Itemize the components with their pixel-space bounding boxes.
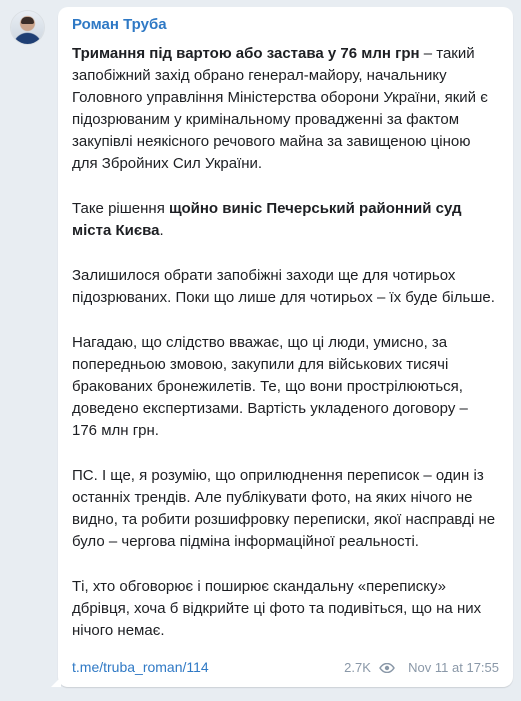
text-segment: Ті, хто обговорює і поширює скандальну «переписку» дбрівця, хоча б відкрийте ці фото та подивіться, що на них нічого немає. bbox=[72, 578, 482, 639]
message-paragraph bbox=[72, 43, 496, 175]
avatar[interactable] bbox=[11, 11, 44, 44]
text-segment: Залишилося обрати запобіжні заходи ще для чотирьох підозрюваних. Поки що лише для чотирьох – їх буде більше. bbox=[72, 267, 495, 306]
author-name[interactable]: Роман Труба bbox=[72, 16, 167, 33]
text-segment: Нагадаю, що слідство вважає, що ці люди, умисно, за попередньою змовою, закупили для військових тисячі бракованих бронежилетів. Те, що вони прострілюються, доведено експертизами. Вартість укладеного договору – 176 млн грн. bbox=[72, 334, 468, 439]
post-link[interactable]: t.me/truba_roman/114 bbox=[72, 659, 209, 675]
eye-icon bbox=[379, 661, 395, 676]
message-footer bbox=[72, 659, 499, 677]
message-meta bbox=[344, 660, 499, 676]
message-paragraph bbox=[72, 332, 496, 442]
message-paragraph bbox=[72, 576, 496, 642]
bubble-tail bbox=[51, 677, 61, 687]
bold-text-segment: щойно виніс Печерський районний суд міста Києва bbox=[72, 200, 462, 239]
text-segment: ПС. І ще, я розумію, що оприлюднення переписок – один із останніх трендів. Але публікувати фото, на яких нічого не видно, та робити розшифровку переписки, якої насправді не було – чергова підміна інформаційної реальності. bbox=[72, 467, 496, 550]
avatar-hair bbox=[21, 17, 34, 24]
message-bubble bbox=[58, 7, 513, 687]
text-segment: . bbox=[159, 222, 164, 239]
message-paragraph bbox=[72, 265, 496, 309]
message-date: Nov 11 at 17:55 bbox=[408, 660, 499, 675]
view-count: 2.7K bbox=[344, 660, 371, 675]
bold-text-segment: Тримання під вартою або застава у 76 млн грн bbox=[72, 45, 420, 62]
text-segment: Таке рішення bbox=[72, 200, 169, 217]
message-text bbox=[72, 43, 496, 642]
text-segment: – такий запобіжний захід обрано генерал-майору, начальнику Головного управління Міністерства оборони України, який є підозрюваним у кримінальному провадженні за фактом закупівлі неякісного речового майна за завищеною ціною для Збройних Сил України. bbox=[72, 45, 488, 172]
message-paragraph bbox=[72, 465, 496, 553]
message-paragraph bbox=[72, 198, 496, 242]
